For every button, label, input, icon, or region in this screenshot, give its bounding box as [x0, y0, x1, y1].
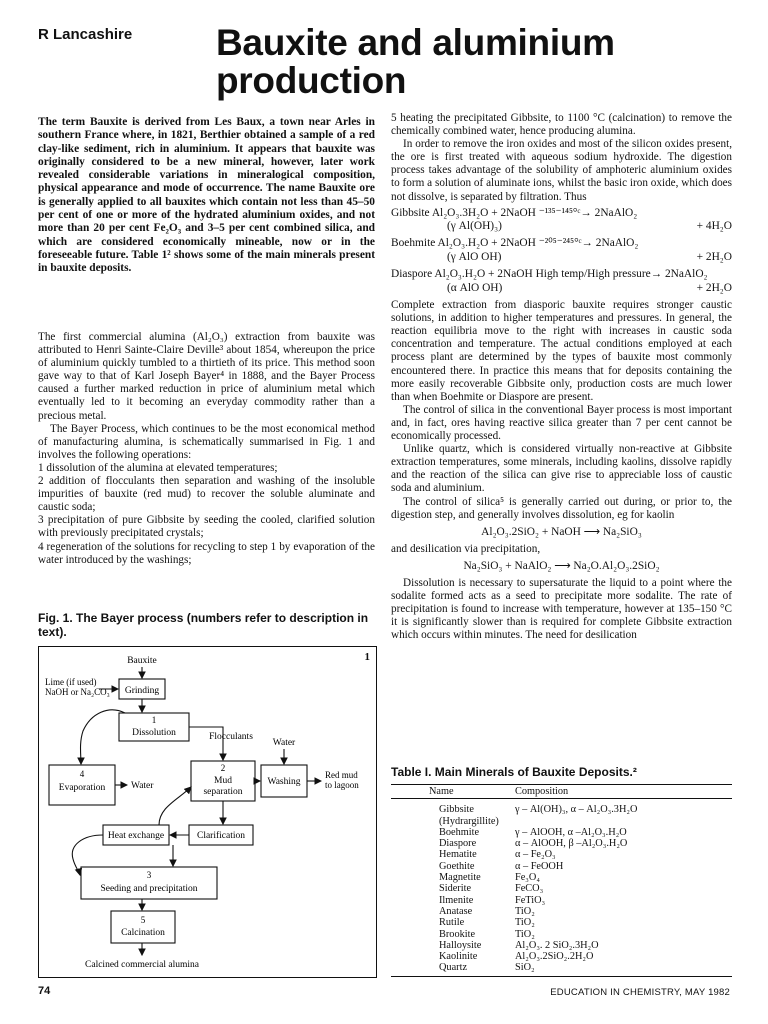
- label-to-lagoon: to lagoon: [325, 780, 359, 790]
- equation-product: + 2H₂O: [696, 250, 732, 263]
- label-red-mud: Red mud: [325, 770, 358, 780]
- left-column-body: [38, 331, 375, 567]
- mineral-composition: FeCO₃: [515, 883, 544, 895]
- mineral-composition: γ – AlOOH, α –Al₂O₃.H₂O: [515, 826, 627, 838]
- mineral-composition: [501, 816, 732, 827]
- paragraph: The Bayer Process, which continues to be the most economical method of manufacturing alumina, is schematically summarised in Fig. 1 and involves the following operations:: [38, 422, 375, 461]
- table-row: [391, 895, 732, 906]
- mineral-composition: γ – Al(OH)₃, α – Al₂O₃.3H₂O: [515, 804, 638, 816]
- label-flocculants: Flocculants: [209, 732, 253, 742]
- equation-formula: (α AlO OH): [447, 281, 503, 294]
- mineral-composition: Al₂O₃. 2 SiO₂.3H₂O: [515, 939, 599, 951]
- label-calcination: Calcination: [121, 928, 165, 938]
- table-row: [391, 816, 732, 827]
- mineral-composition: FeTiO₃: [515, 894, 546, 906]
- label-separation: separation: [203, 787, 243, 797]
- right-column-body: [391, 112, 732, 642]
- label-water-left: Water: [131, 781, 154, 791]
- table-row: [391, 872, 732, 883]
- table-header: [391, 784, 732, 799]
- label-lime: Lime (if used): [45, 677, 97, 687]
- table-row: [391, 838, 732, 849]
- table-row: [391, 883, 732, 894]
- table-row: [391, 929, 732, 940]
- figure-caption: Fig. 1. The Bayer process (numbers refer to description in text).: [38, 611, 369, 639]
- column-header-name: Name: [429, 786, 454, 797]
- equation-line: Gibbsite Al₂O₃.3H₂O + 2NaOH ⁻¹³⁵⁻¹⁴⁵°ᶜ→ 2NaAlO₂: [391, 206, 638, 219]
- equation-product: + 2H₂O: [696, 281, 732, 294]
- mineral-composition: SiO₂: [515, 962, 535, 974]
- column-header-composition: Composition: [515, 786, 569, 797]
- mineral-name: Hematite: [439, 849, 477, 861]
- table-row: [391, 804, 732, 815]
- label-grinding: Grinding: [124, 686, 160, 696]
- mineral-name: Gibbsite: [439, 804, 474, 816]
- equation-formula: (γ AlO OH): [447, 250, 502, 263]
- table-row: [391, 940, 732, 951]
- mineral-name: Ilmenite: [439, 894, 474, 906]
- table-rule: [391, 976, 732, 977]
- mineral-name: Halloysite: [439, 939, 482, 951]
- mineral-name: Rutile: [439, 917, 465, 929]
- label-naoh: NaOH or Na₂CO₃: [45, 687, 110, 697]
- author-name: R Lancashire: [38, 26, 133, 43]
- equation-desilication: Na₂SiO₃ + NaAlO₂ ⟶ Na₂O.Al₂O₃.2SiO₂: [463, 559, 660, 572]
- mineral-name: Goethite: [439, 860, 475, 872]
- table-row: [391, 849, 732, 860]
- list-item: 2 addition of flocculants then separation and washing of the insoluble impurities of bauxite (red mud) to recover the soluble aluminate and caustic soda;: [38, 475, 375, 514]
- mineral-name: Siderite: [439, 883, 472, 895]
- paragraph: In order to remove the iron oxides and most of the silicon oxides present, the ore is first treated with aqueous sodium hydroxide. The digestion process takes advantage of the solubility of amphoteric aluminium oxides to form a solution of aluminate ions, whilst the basic iron oxide, which does not dissolve, is separated by filtration. Thus: [391, 138, 732, 203]
- table-body: [391, 804, 732, 973]
- list-item: 1 dissolution of the alumina at elevated temperatures;: [38, 461, 278, 474]
- mineral-name: Kaolinite: [439, 951, 478, 963]
- table-row: [391, 951, 732, 962]
- equation-gibbsite: [391, 207, 732, 234]
- equation-formula: (γ Al(OH)₃): [447, 220, 502, 233]
- mineral-composition: α – FeOOH: [515, 860, 564, 872]
- label-calcined-alumina: Calcined commercial alumina: [85, 960, 199, 970]
- paragraph: The control of silica⁵ is generally carried out during, or prior to, the digestion step, and generally involves dissolution, eg for kaolin: [391, 495, 732, 521]
- equation-line: Boehmite Al₂O₃.H₂O + 2NaOH ⁻²⁰⁵⁻²⁴⁵°ᶜ→ 2NaAlO₂: [391, 237, 639, 250]
- label-washing: Washing: [267, 777, 301, 787]
- list-item: 5 heating the precipitated Gibbsite, to 1100 °C (calcination) to remove the chemically combined water, hence producing alumina.: [391, 112, 732, 138]
- mineral-composition: Al₂O₃.2SiO₂.2H₂O: [515, 951, 594, 963]
- journal-footer: EDUCATION IN CHEMISTRY, MAY 1982: [550, 987, 730, 998]
- label-mud: Mud: [214, 776, 232, 786]
- flowchart-svg: [39, 647, 376, 977]
- article-title: Bauxite and aluminium production: [216, 22, 615, 101]
- label-water-top: Water: [272, 738, 296, 748]
- mineral-composition: TiO₂: [515, 928, 535, 940]
- mineral-composition: Fe₃O₄: [515, 872, 540, 884]
- table-row: [391, 861, 732, 872]
- label-step-5: 5: [140, 915, 146, 925]
- paragraph: Dissolution is necessary to supersaturate the liquid to a point where the sodalite formed acts as a seed to precipitate more sodalite. The rate of precipitation is found to increase with temperature, however at 135–150 °C it is significantly slower than is required for complete Gibbsite extraction which occurs within minutes. The need for desilication: [391, 576, 732, 642]
- table-row: [391, 906, 732, 917]
- mineral-composition: TiO₂: [515, 917, 535, 929]
- table-caption: Table I. Main Minerals of Bauxite Deposits.²: [391, 765, 637, 779]
- figure-number: 1: [364, 651, 370, 663]
- label-step-1: 1: [151, 715, 157, 725]
- label-step-4: 4: [79, 769, 85, 779]
- label-dissolution: Dissolution: [132, 728, 176, 738]
- lead-paragraph: The term Bauxite is derived from Les Baux, a town near Arles in southern France where, in 1821, Berthier obtained a sample of a red clay-like sediment, rich in aluminium. It appears that bauxite was originally considered to be a new mineral, however, later work revealed considerable variations in mineralogical composition, physical appearance and mode of occurrence. The name Bauxite ore is generally applied to all bauxites which contain not less than 45–50 per cent of one or more of the hydrated aluminium oxides, and not more than 20 per cent Fe₂O₃ and 3–5 per cent combined silica, and which are considered economically mineable, now or in the foreseeable future. Table 1² shows some of the main minerals present in bauxite deposits.: [38, 116, 375, 275]
- table-row: [391, 962, 732, 973]
- equation-product: + 4H₂O: [696, 220, 732, 233]
- mineral-name: Diaspore: [439, 838, 477, 850]
- mineral-name: Magnetite: [439, 872, 481, 884]
- mineral-name: Boehmite: [439, 826, 480, 838]
- equation-line: Diaspore Al₂O₃.H₂O + 2NaOH High temp/High pressure→ 2NaAlO₂: [391, 268, 708, 281]
- equation-boehmite: [391, 237, 732, 264]
- mineral-composition: TiO₂: [515, 905, 535, 917]
- paragraph: The first commercial alumina (Al₂O₃) extraction from bauxite was attributed to Henri Sainte-Claire Deville³ about 1854, whereupon the price of aluminium quickly tumbled to a thirtieth of its price. This method soon gave way to that of Karl Joseph Bayer⁴ in 1888, and the Bayer Process caused a further marked reduction in price of aluminium metal which eventually led to it becoming an everyday commodity rather than a precious metal.: [38, 331, 375, 422]
- mineral-composition: α – Fe₂O₃: [515, 849, 556, 861]
- label-evaporation: Evaporation: [58, 783, 106, 793]
- table-row: [391, 917, 732, 928]
- paragraph: The control of silica in the conventional Bayer process is most important and, in fact, ores having reactive silica greater than 7 per cent cannot be economically processed.: [391, 403, 732, 443]
- label-heat-exchange: Heat exchange: [107, 831, 165, 841]
- paragraph: Complete extraction from diasporic bauxite requires stronger caustic solutions, in addition to higher temperatures and pressures. In general, the reaction equilibria move to the right with increases in caustic soda concentration and temperature. The actual conditions employed at each process plant are determined by the types of bauxite most commonly encountered there. In practice this means that for deposits containing the more easily recoverable Gibbsite only, production costs are much lower than when Boehmite or Diaspore are present.: [391, 299, 732, 403]
- bayer-process-diagram: [38, 646, 377, 978]
- paragraph: and desilication via precipitation,: [391, 542, 541, 555]
- mineral-composition: α – AlOOH, β –Al₂O₃.H₂O: [515, 838, 628, 850]
- mineral-name: Brookite: [439, 928, 476, 940]
- minerals-table: [391, 784, 732, 977]
- list-item: 3 precipitation of pure Gibbsite by seeding the cooled, clarified solution with previously precipitated crystals;: [38, 514, 375, 540]
- paragraph: Unlike quartz, which is considered virtually non-reactive at Gibbsite extraction temperatures, some minerals, including kaolins, dissolve rapidly and the reaction of the silica can give rise to appreciable loss of caustic soda and aluminium.: [391, 443, 732, 495]
- label-step-3: 3: [146, 870, 152, 880]
- label-step-2: 2: [220, 763, 226, 773]
- list-item: 4 regeneration of the solutions for recycling to step 1 by evaporation of the water introduced by the washings;: [38, 540, 375, 566]
- equation-kaolin: Al₂O₃.2SiO₂ + NaOH ⟶ Na₂SiO₃: [481, 525, 642, 538]
- page-number: 74: [38, 985, 51, 997]
- table-row: [391, 827, 732, 838]
- mineral-name: Anatase: [439, 905, 473, 917]
- label-clarification: Clarification: [196, 831, 246, 841]
- label-bauxite: Bauxite: [127, 656, 157, 666]
- mineral-name: Quartz: [439, 962, 468, 974]
- equation-diaspore: [391, 268, 732, 295]
- label-seeding: Seeding and precipitation: [100, 884, 198, 894]
- mineral-name: (Hydrargillite): [439, 815, 499, 827]
